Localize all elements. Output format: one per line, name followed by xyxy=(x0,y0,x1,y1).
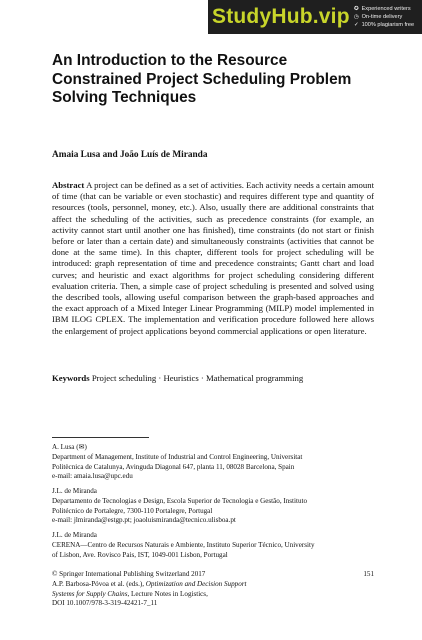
affiliation-line: CERENA—Centro de Recursos Naturais e Ambiente, Instituto Superior Técnico, University xyxy=(52,540,315,549)
affiliation-line: A. Lusa (✉) xyxy=(52,443,87,451)
citation-line xyxy=(52,580,374,590)
affiliation-line: J.L. de Miranda xyxy=(52,487,97,495)
star-icon: ✪ xyxy=(354,5,359,12)
brand-logo[interactable]: StudyHub.vip xyxy=(212,5,350,28)
copyright-line: © Springer International Publishing Switzerland 2017 xyxy=(52,570,206,578)
footnote-divider xyxy=(52,437,149,438)
ad-banner[interactable] xyxy=(208,0,422,34)
title-line: Constrained Project Scheduling Problem xyxy=(52,70,352,88)
book-title: Systems for Supply Chains xyxy=(52,589,128,598)
affiliation-line: of Lisbon, Ave. Rovisco Pais, IST, 1049-001 Lisbon, Portugal xyxy=(52,550,228,559)
affiliation-line: Politècnica de Catalunya, Avinguda Diagonal 647, planta 11, 08028 Barcelona, Spain xyxy=(52,462,295,471)
keywords-label: Keywords xyxy=(52,373,90,383)
series-text: , Lecture Notes in Logistics, xyxy=(127,589,208,598)
author-list: Amaia Lusa and João Luís de Miranda xyxy=(52,150,208,160)
perk-text: 100% plagiarism free xyxy=(361,21,415,28)
affiliation-miranda-2 xyxy=(52,531,372,560)
abstract xyxy=(52,180,374,337)
affiliation-line: e-mail: amaia.lusa@upc.edu xyxy=(52,472,133,481)
title-line: An Introduction to the Resource xyxy=(52,52,288,69)
chapter-title xyxy=(52,52,392,108)
editors-text: A.P. Barbosa-Póvoa et al. (eds.), xyxy=(52,579,146,588)
citation-line xyxy=(52,590,374,600)
perk-text: On-time delivery xyxy=(361,13,403,20)
affiliation-line: Departamento de Tecnologias e Design, Escola Superior de Tecnologia e Gestão, Instituto xyxy=(52,496,308,505)
affiliation-line: e-mail: jlmiranda@estgp.pt; joaoluismiranda@tecnico.ulisboa.pt xyxy=(52,516,236,525)
keywords-text: Project scheduling · Heuristics · Mathematical programming xyxy=(91,373,304,383)
check-icon: ✓ xyxy=(354,21,359,28)
publication-footer xyxy=(52,570,374,609)
perk-item xyxy=(354,22,414,29)
affiliation-lusa xyxy=(52,443,372,482)
affiliation-line: Politécnico de Portalegre, 7300-110 Portalegre, Portugal xyxy=(52,506,213,515)
perk-text: Experienced writers xyxy=(361,5,411,12)
doi-line: DOI 10.1007/978-3-319-42421-7_11 xyxy=(52,599,158,608)
perk-item xyxy=(354,14,414,21)
perk-list xyxy=(354,6,414,29)
perk-item xyxy=(354,6,414,13)
affiliation-miranda-1 xyxy=(52,487,372,526)
affiliation-line: Department of Management, Institute of Industrial and Control Engineering, Universitat xyxy=(52,452,303,461)
keywords xyxy=(52,373,303,383)
title-line: Solving Techniques xyxy=(52,89,197,106)
clock-icon: ◷ xyxy=(354,13,359,20)
book-title: Optimization and Decision Support xyxy=(145,579,247,588)
abstract-label: Abstract xyxy=(52,180,85,190)
page-number: 151 xyxy=(363,570,374,578)
affiliation-line: J.L. de Miranda xyxy=(52,531,97,539)
abstract-text: A project can be defined as a set of activities. Each activity needs a certain amount of time (that can be variable or even stochastic) and requires different type and quantity of resources (tools, personnel, money, etc.). Also, usually there are additional constraints that affect the scheduling of the activities, such as precedence constraints (for example, an activity cannot start until another one has finished), time constraints (do not start or finish before or later than a certain date) and simultaneously constraints (activities that cannot be done at the same time). In this chapter, different tools for project scheduling will be introduced: graph representation of time and precedence constraints; Gantt chart and load curves; and heuristic and exact algorithms for project scheduling considering different evaluation criteria. Then, a simple case of project scheduling is presented and solved using the described tools, allowing useful comparison between the graph-based approaches and the exact approach of a Mixed Integer Linear Programming (MILP) model implemented in IBM ILOG CPLEX. The implementation and verification procedure followed here allows the enlargement of project applications beyond commercial applications or open literature. xyxy=(52,180,374,336)
